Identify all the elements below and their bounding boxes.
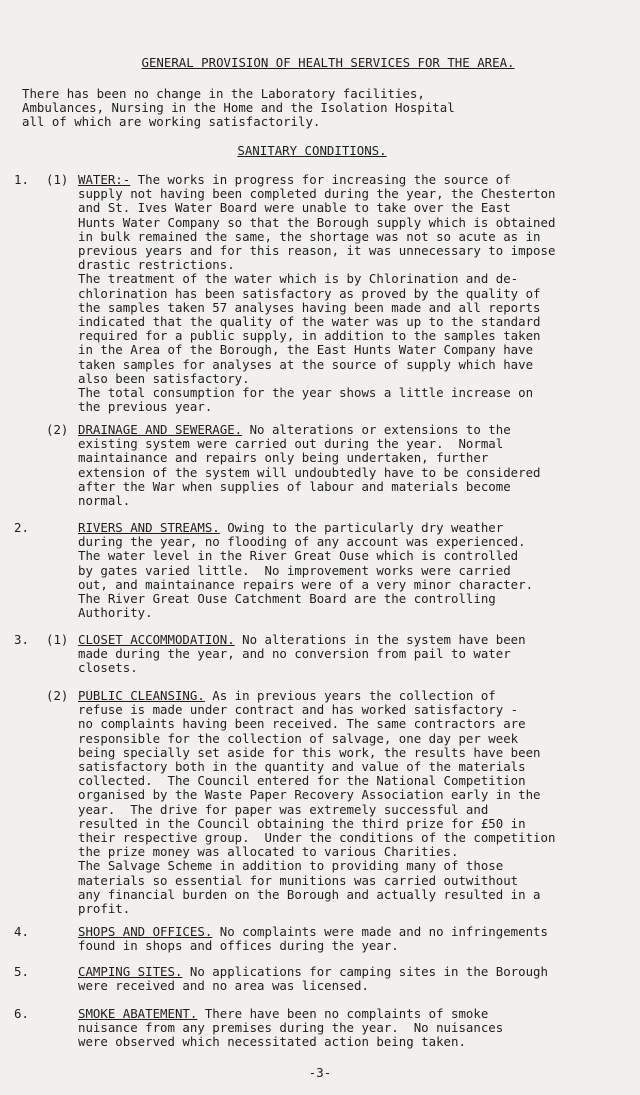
item-heading: CAMPING SITES. (78, 964, 183, 979)
item-sub-number: (1) (46, 632, 69, 647)
item-shops (78, 925, 618, 953)
item-text: Owing to the particularly dry weather during the year, no flooding of any account was experienced. The water level in the River Great Ouse which is controlled by gates varied little. No improvement works were carried out, and maintainance repairs were of a very minor character. The River Great Ouse Catchment Board are the controlling Authority. (78, 520, 534, 621)
item-sub-number: (2) (46, 422, 69, 437)
item-text: No alterations or extensions to the existing system were carried out during the year. Normal maintainance and repairs only being undertaken, further extension of the system will undoubtedly have to be considered after the War when supplies of labour and materials become normal. (78, 422, 541, 509)
item-water (78, 173, 618, 414)
item-number: 3. (14, 632, 29, 647)
item-number: 6. (14, 1006, 29, 1021)
item-text: No complaints were made and no infringements found in shops and offices during the year. (78, 924, 548, 954)
page-number: -3- (308, 1065, 332, 1080)
item-number: 5. (14, 964, 29, 979)
page-title: GENERAL PROVISION OF HEALTH SERVICES FOR THE AREA. (141, 55, 515, 70)
item-text: The works in progress for increasing the source of supply not having been completed during the year, the Chesterton and St. Ives Water Board were unable to take over the East Hunts Water Company so that the Borough supply which is obtained in bulk remained the same, the shortage was not so acute as in previous years and for this reason, it was unnecessary to impose drastic restrictions. The treatment of the water which is by Chlorination and de- chlorination has been satisfactory as proved by the quality of the samples taken 57 analyses having been made and all reports indicated that the quality of the water was up to the standard required for a public supply, in addition to the samples taken in the Area of the Borough, the East Hunts Water Company have taken samples for analyses at the source of supply which have also been satisfactory. The total consumption for the year shows a little increase on the previous year. (78, 172, 556, 415)
section-title: SANITARY CONDITIONS. (237, 143, 387, 158)
item-drainage (78, 423, 618, 508)
item-rivers (78, 521, 618, 620)
item-text: As in previous years the collection of refuse is made under contract and has worked satisfactory - no complaints having been received. The same contractors are responsible for the collection of salvage, one day per week being specially set aside for this work, the results have been satisfactory both in the quantity and value of the materials collected. The Council entered for the National Competition organised by the Waste Paper Recovery Association early in the year. The drive for paper was extremely successful and resulted in the Council obtaining the third prize for £50 in their respective group. Under the conditions of the competition the prize money was allocated to various Charities. The Salvage Scheme in addition to providing many of those materials so essential for munitions was carried outwithout any financial burden on the Borough and actually resulted in a profit. (78, 688, 556, 917)
item-camping (78, 965, 618, 993)
item-heading: PUBLIC CLEANSING. (78, 688, 205, 703)
item-number: 4. (14, 924, 29, 939)
item-heading: CLOSET ACCOMMODATION. (78, 632, 235, 647)
intro-paragraph: There has been no change in the Laboratory facilities, Ambulances, Nursing in the Home and the Isolation Hospital all of which are working satisfactorily. (22, 86, 455, 130)
item-heading: SHOPS AND OFFICES. (78, 924, 213, 939)
item-closet (78, 633, 618, 676)
item-heading: DRAINAGE AND SEWERAGE. (78, 422, 243, 437)
item-heading: RIVERS AND STREAMS. (78, 520, 220, 535)
item-number: 2. (14, 520, 29, 535)
item-heading: SMOKE ABATEMENT. (78, 1006, 198, 1021)
item-text: No alterations in the system have been made during the year, and no conversion from pail to water closets. (78, 632, 526, 676)
item-sub-number: (1) (46, 172, 69, 187)
item-text: There have been no complaints of smoke nuisance from any premises during the year. No nuisances were observed which necessitated action being taken. (78, 1006, 504, 1050)
item-heading: WATER:- (78, 172, 131, 187)
item-public-cleansing (78, 689, 618, 916)
item-sub-number: (2) (46, 688, 69, 703)
item-number: 1. (14, 172, 29, 187)
item-smoke (78, 1007, 618, 1050)
item-text: No applications for camping sites in the Borough were received and no area was licensed. (78, 964, 548, 994)
